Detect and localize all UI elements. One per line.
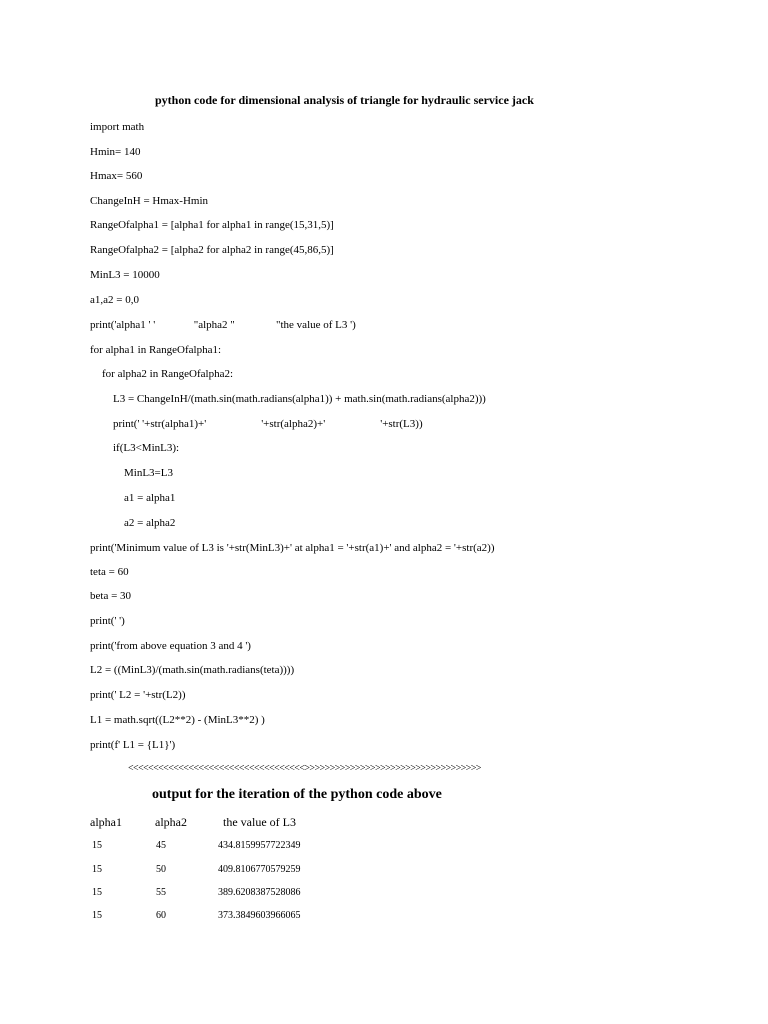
table-cell-alpha1: 15 <box>92 910 102 921</box>
code-line: RangeOfalpha1 = [alpha1 for alpha1 in range(15,31,5)] <box>90 219 334 231</box>
table-cell-alpha1: 15 <box>92 887 102 898</box>
table-cell-alpha2: 50 <box>156 864 166 875</box>
code-line: a1,a2 = 0,0 <box>90 294 139 306</box>
code-line: for alpha2 in RangeOfalpha2: <box>102 368 234 380</box>
code-line: Hmin= 140 <box>90 146 141 158</box>
code-line: print('alpha1 ' ' "alpha2 " "the value of L3 ') <box>90 319 356 331</box>
table-cell-alpha2: 45 <box>156 840 166 851</box>
code-line: L3 = ChangeInH/(math.sin(math.radians(alpha1)) + math.sin(math.radians(alpha2))) <box>113 393 486 405</box>
table-cell-l3: 409.8106770579259 <box>218 864 301 875</box>
code-line: print(f' L1 = {L1}') <box>90 739 176 751</box>
separator-line: <<<<<<<<<<<<<<<<<<<<<<<<<<<<<<<<<<<>>>>>>>>>>>>>>>>>>>>>>>>>>>>>>>>>>> <box>128 763 481 774</box>
table-cell-l3: 389.6208387528086 <box>218 887 301 898</box>
code-line: print(' ') <box>90 615 125 627</box>
code-line: import math <box>90 121 145 133</box>
code-line: for alpha1 in RangeOfalpha1: <box>90 344 222 356</box>
code-line: L1 = math.sqrt((L2**2) - (MinL3**2) ) <box>90 714 265 726</box>
code-line: if(L3<MinL3): <box>113 442 180 454</box>
code-line: RangeOfalpha2 = [alpha2 for alpha2 in range(45,86,5)] <box>90 244 334 256</box>
code-line: print(' L2 = '+str(L2)) <box>90 689 186 701</box>
code-line: print(' '+str(alpha1)+' '+str(alpha2)+' '+str(L3)) <box>113 418 423 430</box>
code-line: L2 = ((MinL3)/(math.sin(math.radians(teta)))) <box>90 664 295 676</box>
table-header-l3: the value of L3 <box>223 815 296 829</box>
table-cell-l3: 434.8159957722349 <box>218 840 301 851</box>
output-title: output for the iteration of the python code above <box>152 787 442 802</box>
table-cell-alpha1: 15 <box>92 840 102 851</box>
table-cell-alpha2: 55 <box>156 887 166 898</box>
code-line: print('from above equation 3 and 4 ') <box>90 640 251 652</box>
code-line: teta = 60 <box>90 566 129 578</box>
table-cell-l3: 373.3849603966065 <box>218 910 301 921</box>
code-line: MinL3 = 10000 <box>90 269 160 281</box>
code-line: print('Minimum value of L3 is '+str(MinL3)+' at alpha1 = '+str(a1)+' and alpha2 = '+str(a2)) <box>90 542 495 554</box>
table-cell-alpha1: 15 <box>92 864 102 875</box>
table-cell-alpha2: 60 <box>156 910 166 921</box>
code-line: Hmax= 560 <box>90 170 143 182</box>
code-line: ChangeInH = Hmax-Hmin <box>90 195 209 207</box>
table-header-alpha1: alpha1 <box>90 815 122 829</box>
table-header-alpha2: alpha2 <box>155 815 187 829</box>
code-line: MinL3=L3 <box>124 467 173 479</box>
code-line: a2 = alpha2 <box>124 517 176 529</box>
page-title: python code for dimensional analysis of triangle for hydraulic service jack <box>155 93 534 107</box>
code-line: a1 = alpha1 <box>124 492 176 504</box>
code-line: beta = 30 <box>90 590 132 602</box>
